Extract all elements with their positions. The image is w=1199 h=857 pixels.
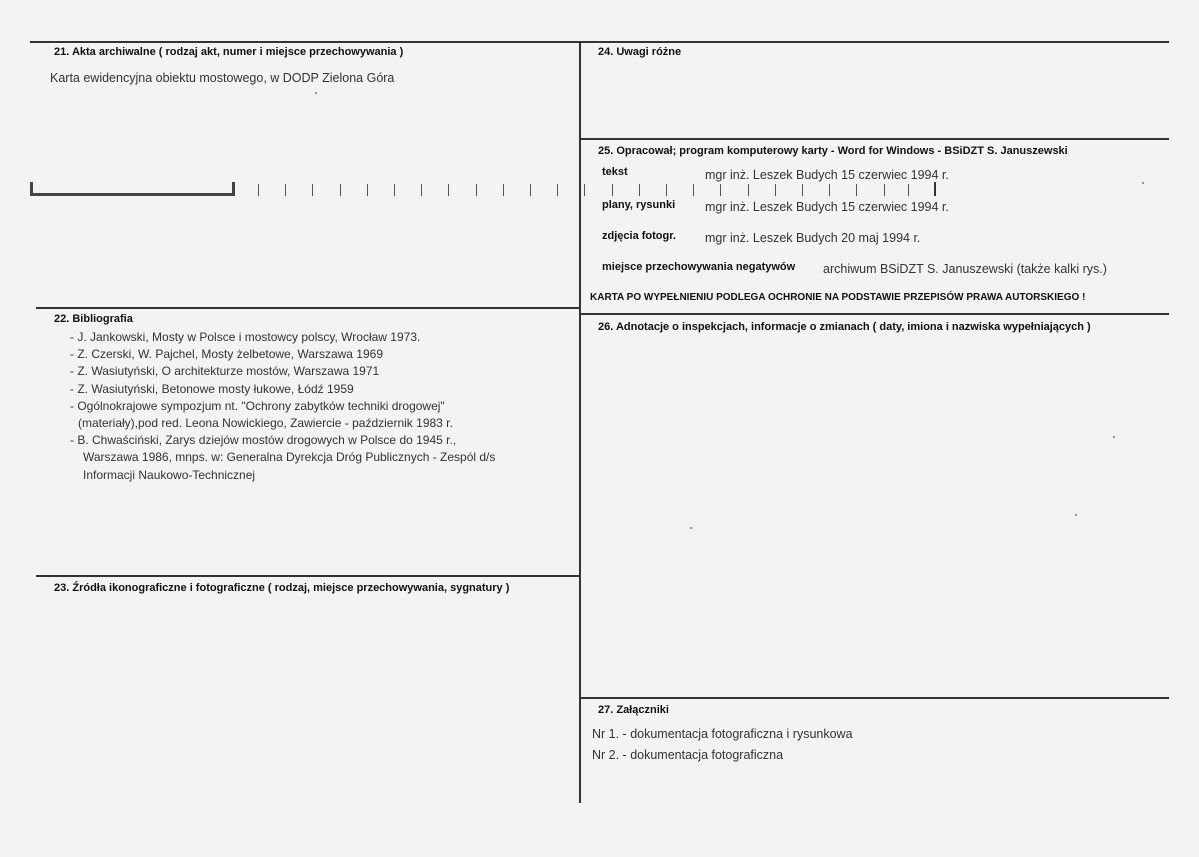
scale-tick [584,184,585,196]
attachment-item: Nr 2. - dokumentacja fotograficzna [592,748,784,762]
scale-tick [312,184,313,196]
paper-speck [690,527,692,529]
scale-tick [720,184,721,196]
bibliography-item: - Ogólnokrajowe sympozjum nt. "Ochrony zabytków techniki drogowej" [70,398,445,413]
scale-tick [503,184,504,196]
section-21-header: 21. Akta archiwalne ( rodzaj akt, numer i miejsce przechowywania ) [54,46,404,58]
scale-tick [693,184,694,196]
rule-21-22 [36,307,581,309]
paper-speck [1142,182,1144,184]
attachments-list [592,724,853,766]
paper-speck [1075,514,1077,516]
row-zdjecia-value: mgr inż. Leszek Budych 20 maj 1994 r. [705,231,921,245]
scale-tick [829,184,830,196]
section-27-header: 27. Załączniki [598,704,669,716]
scale-tick [258,184,259,196]
row-negatywy-label: miejsce przechowywania negatywów [602,261,796,273]
row-negatywy-value: archiwum BSiDZT S. Januszewski (także kalki rys.) [823,262,1107,276]
row-tekst-label: tekst [602,166,628,178]
scale-tick [748,184,749,196]
section-24-header: 24. Uwagi różne [598,46,682,58]
scale-tick [612,184,613,196]
paper-speck [315,92,317,94]
bibliography-item-continuation: (materiały),pod red. Leona Nowickiego, Zawiercie - październik 1983 r. [78,416,453,431]
attachment-item: Nr 1. - dokumentacja fotograficzna i rysunkowa [592,727,853,741]
scale-tick [448,184,449,196]
bibliography-item: - B. Chwaściński, Zarys dziejów mostów drogowych w Polsce do 1945 r., [70,433,457,448]
row-plany-value: mgr inż. Leszek Budych 15 czerwiec 1994 r. [705,200,949,214]
scale-bar [30,180,940,200]
bibliography-item-continuation: Informacji Naukowo-Technicznej [83,467,256,482]
bibliography-item-continuation: Warszawa 1986, mnps. w: Generalna Dyrekcja Dróg Publicznych - Zespól d/s [83,450,496,465]
rule-26-27 [580,697,1169,699]
scale-tick [476,184,477,196]
section-22-header: 22. Bibliografia [54,313,133,325]
scale-tick [666,184,667,196]
scale-tick [802,184,803,196]
rule-22-23 [36,575,581,577]
top-rule [30,41,1169,43]
scale-bar-last-tick [934,182,936,196]
scale-tick [557,184,558,196]
scale-tick [884,184,885,196]
row-tekst-value: mgr inż. Leszek Budych 15 czerwiec 1994 r. [705,168,949,182]
row-plany-label: plany, rysunki [602,199,676,211]
scale-tick [775,184,776,196]
section-25-header: 25. Opracował; program komputerowy karty - Word for Windows - BSiDZT S. Januszewski [598,145,1068,157]
section-23-header: 23. Źródła ikonograficzne i fotograficzne ( rodzaj, miejsce przechowywania, sygnatury ) [54,582,510,594]
scale-tick [639,184,640,196]
scale-tick [394,184,395,196]
scale-tick [421,184,422,196]
row-zdjecia-label: zdjęcia fotogr. [602,230,676,242]
paper-speck [1113,436,1115,438]
rule-24-25 [580,138,1169,140]
bibliography-item: - Z. Czerski, W. Pajchel, Mosty żelbetowe, Warszawa 1969 [70,347,383,362]
scale-tick [285,184,286,196]
scale-tick [856,184,857,196]
scale-tick [530,184,531,196]
scale-bar-solid [30,193,235,196]
section-26-header: 26. Adnotacje o inspekcjach, informacje o zmianach ( daty, imiona i nazwiska wypełniających ) [598,321,1091,333]
section-21-text: Karta ewidencyjna obiektu mostowego, w DODP Zielona Góra [50,71,395,85]
scale-tick [908,184,909,196]
rule-25-26 [580,313,1169,315]
center-divider [579,41,581,803]
bibliography-item: - Z. Wasiutyński, O architekturze mostów, Warszawa 1971 [70,364,380,379]
copyright-notice: KARTA PO WYPEŁNIENIU PODLEGA OCHRONIE NA PODSTAWIE PRZEPISÓW PRAWA AUTORSKIEGO ! [590,292,1086,303]
scale-tick [367,184,368,196]
scale-tick [340,184,341,196]
bibliography-item: - J. Jankowski, Mosty w Polsce i mostowcy polscy, Wrocław 1973. [70,330,421,344]
bibliography-item: - Z. Wasiutyński, Betonowe mosty łukowe, Łódź 1959 [70,381,354,396]
scale-bar-end-tick [232,182,235,196]
bibliography-list [70,329,495,484]
